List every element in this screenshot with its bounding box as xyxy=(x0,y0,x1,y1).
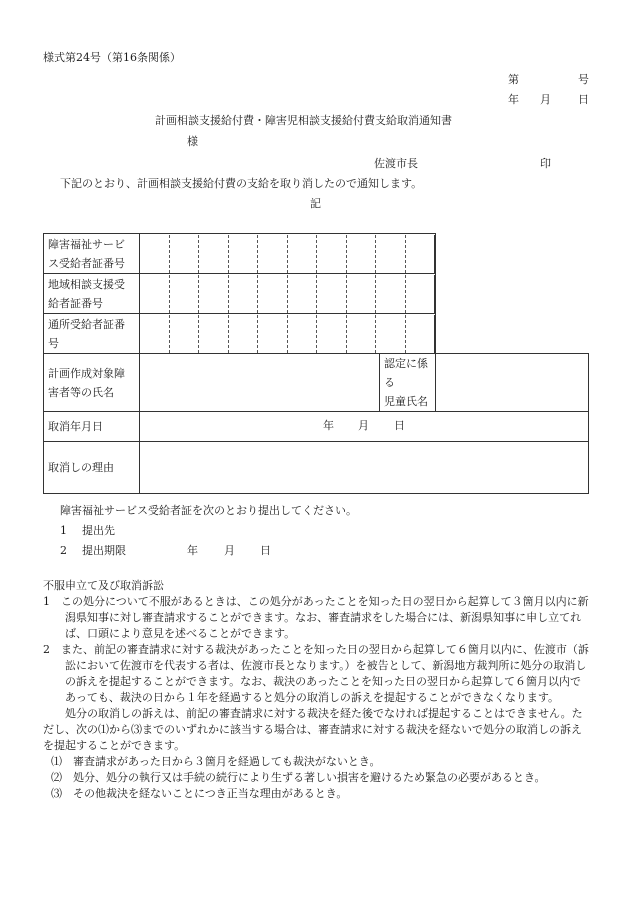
notice-form-table xyxy=(43,233,589,494)
exception-item-1: ⑴ 審査請求があった日から３箇月を経過しても裁決がないとき。 xyxy=(51,755,381,768)
appeal-paragraph-1: 1 この処分について不服があるときは、この処分があったことを知った日の翌日から起算して３箇月以内に新潟県知事に対し審査請求することができます。なお、審査請求をした場合には、新潟県知事に申し立てれば、口頭により意見を述べることができます。 xyxy=(43,595,589,640)
cancel-reason-label: 取消しの理由 xyxy=(44,442,140,494)
appeal-paragraph-3: 処分の取消しの訴えは、前記の審査請求に対する裁決を経た後でなければ提起することはできません。ただし、次の⑴から⑶までのいずれかに該当する場合は、審査請求に対する裁決を経ないで処分の取消しの訴えを提起することができます。 xyxy=(43,707,583,752)
document-title: 計画相談支援給付費・障害児相談支援給付費支給取消通知書 xyxy=(155,114,452,127)
daycare-cert-label: 通所受給者証番 号 xyxy=(44,314,140,354)
regional-consult-cert-row xyxy=(44,274,589,314)
daycare-cert-digits[interactable] xyxy=(140,314,436,354)
exception-item-3: ⑶ その他裁決を経ないことにつき正当な理由があるとき。 xyxy=(51,787,348,800)
submit-item2-number: 2 xyxy=(60,544,67,557)
addressee-suffix: 様 xyxy=(187,135,198,148)
child-name-label: 認定に係る 児童氏名 xyxy=(380,354,436,412)
regional-consult-cert-digits[interactable] xyxy=(140,274,436,314)
issuer-name: 佐渡市長 xyxy=(374,157,418,170)
regional-consult-cert-label: 地域相談支援受 給者証番号 xyxy=(44,274,140,314)
child-name-field[interactable] xyxy=(436,354,589,412)
deadline-month: 月 xyxy=(224,544,235,557)
target-person-row xyxy=(44,354,589,412)
target-person-label: 計画作成対象障 害者等の氏名 xyxy=(44,354,140,412)
welfare-service-cert-digits[interactable] xyxy=(140,234,436,274)
intro-text: 下記のとおり、計画相談支援給付費の支給を取り消したので通知します。 xyxy=(60,177,423,190)
deadline-day: 日 xyxy=(260,544,271,557)
daycare-cert-row xyxy=(44,314,589,354)
cancel-reason-field[interactable] xyxy=(140,442,589,494)
ki-label: 記 xyxy=(310,197,321,210)
cancel-date-day: 日 xyxy=(394,419,405,432)
appeal-paragraph-2: 2 また、前記の審査請求に対する裁決があったことを知った日の翌日から起算して６箇月以内に、佐渡市（訴訟において佐渡市を代表する者は、佐渡市長となります。）を被告として、新潟地方裁判所に処分の取消しの訴えを提起することができます。なお、裁決のあったことを知った日の翌日から起算して６箇月以内であっても、裁決の日から１年を経過すると処分の取消しの訴えを提起することができなくなります。 xyxy=(43,643,589,704)
welfare-service-cert-row xyxy=(44,234,589,274)
notice-number-suffix: 号 xyxy=(578,73,589,86)
cancel-reason-row xyxy=(44,442,589,494)
submit-item1-number: 1 xyxy=(60,524,67,537)
target-person-name-field[interactable] xyxy=(140,354,380,412)
appeal-notice xyxy=(43,578,591,802)
deadline-year: 年 xyxy=(187,544,198,557)
cancel-date-row xyxy=(44,412,589,442)
submit-instruction: 障害福祉サービス受給者証を次のとおり提出してください。 xyxy=(60,504,357,517)
cancel-date-field[interactable] xyxy=(140,412,589,442)
appeal-heading: 不服申立て及び取消訴訟 xyxy=(43,579,164,592)
form-number: 様式第24号（第16条関係） xyxy=(43,51,181,64)
seal-mark: 印 xyxy=(540,157,551,170)
welfare-service-cert-label: 障害福祉サービ ス受給者証番号 xyxy=(44,234,140,274)
cancel-date-month: 月 xyxy=(358,419,369,432)
notice-number-prefix: 第 xyxy=(508,73,519,86)
cancel-date-year: 年 xyxy=(323,419,334,432)
date-year-label: 年 xyxy=(508,93,519,106)
date-month-label: 月 xyxy=(540,93,551,106)
submit-item1-label: 提出先 xyxy=(82,524,115,537)
submit-item2-label: 提出期限 xyxy=(82,544,126,557)
exception-item-2: ⑵ 処分、処分の執行又は手続の続行により生ずる著しい損害を避けるため緊急の必要があるとき。 xyxy=(51,771,546,784)
cancel-date-label: 取消年月日 xyxy=(44,412,140,442)
date-day-label: 日 xyxy=(578,93,589,106)
